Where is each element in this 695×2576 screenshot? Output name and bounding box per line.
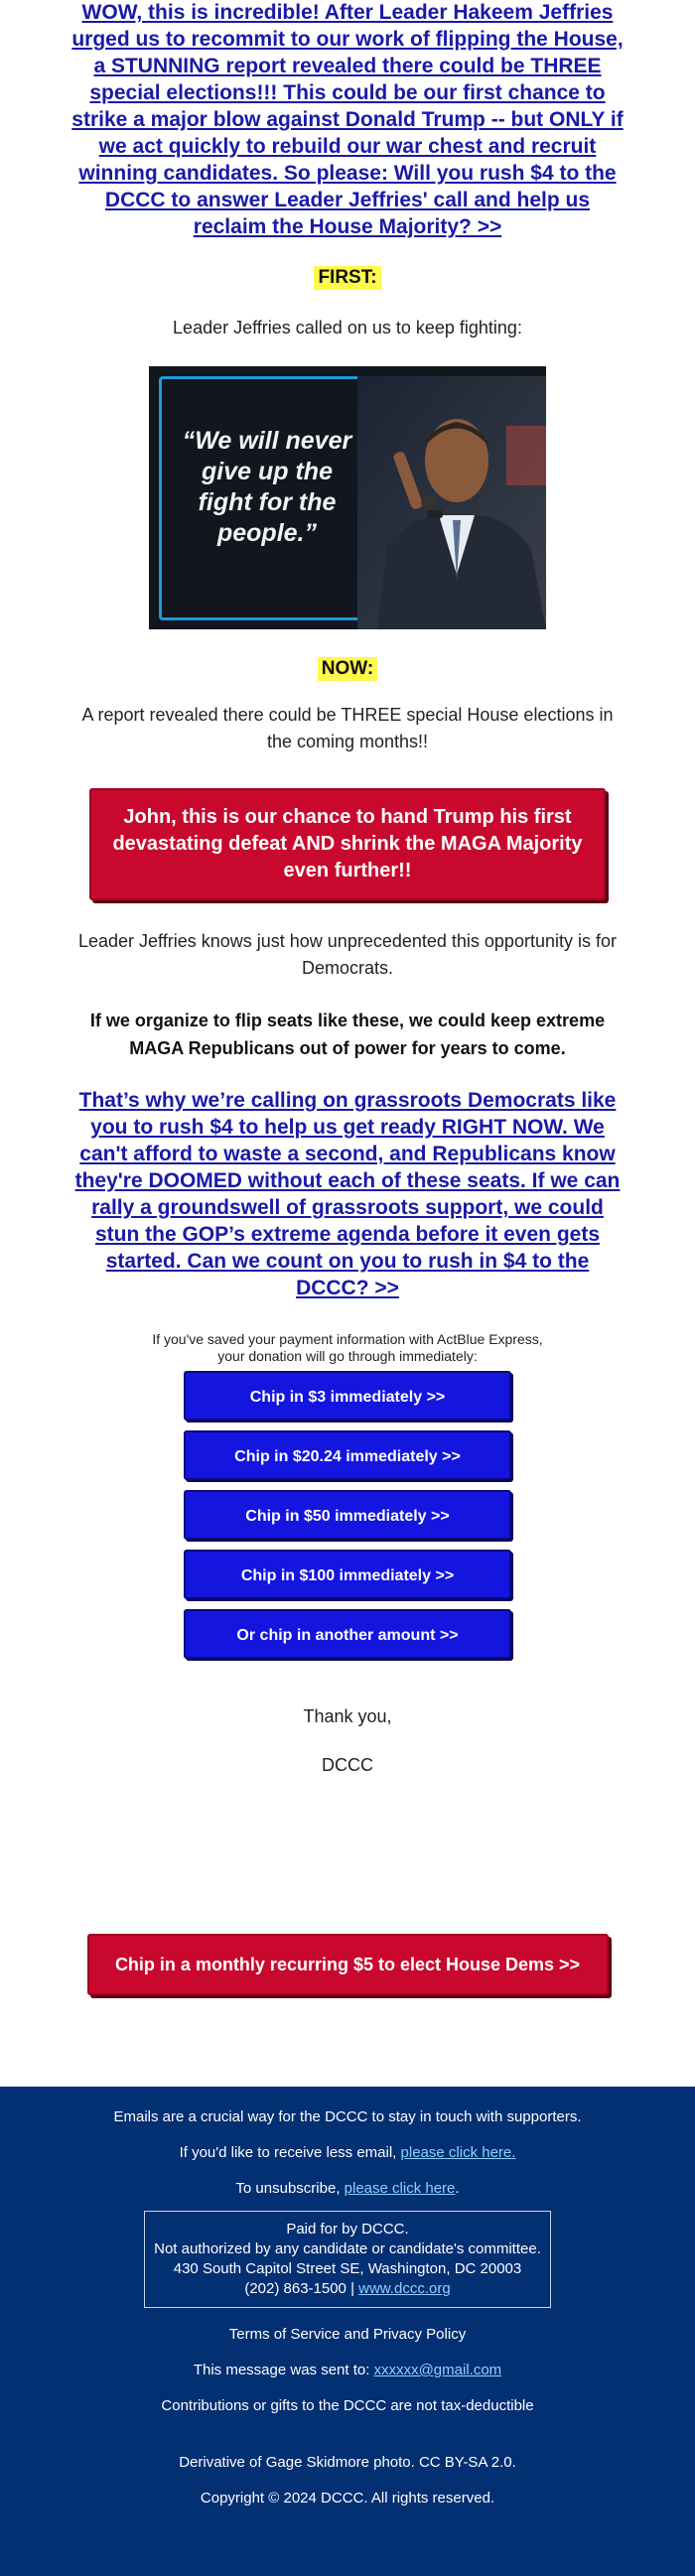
thank-you: Thank you, <box>303 1706 392 1726</box>
now-text: A report revealed there could be THREE special House elections in the coming months!! <box>81 705 614 751</box>
actblue-note-line-2: your donation will go through immediately: <box>217 1348 478 1364</box>
donate-button-group <box>0 1371 695 1659</box>
phone-number: (202) 863-1500 | <box>244 2280 354 2297</box>
donate-20-24-button[interactable]: Chip in $20.24 immediately >> <box>184 1430 511 1480</box>
jeffries-photo[interactable] <box>149 366 546 629</box>
actblue-note <box>0 1331 695 1365</box>
actblue-note-line-1: If you've saved your payment information with ActBlue Express, <box>152 1331 543 1347</box>
footer <box>0 2087 695 2576</box>
less-email-prefix: If you'd like to receive less email, <box>179 2144 397 2161</box>
footer-emails-text: Emails are a crucial way for the DCCC to stay in touch with supporters. <box>113 2108 582 2125</box>
now-label-wrap <box>0 657 695 681</box>
sent-to-prefix: This message was sent to: <box>193 2362 370 2378</box>
unsubscribe-line <box>0 2180 695 2197</box>
red-callout-link[interactable]: John, this is our chance to hand Trump his first devastating defeat AND shrink the MAGA Majority even further!! <box>89 788 606 900</box>
donate-50-button[interactable]: Chip in $50 immediately >> <box>184 1490 511 1540</box>
unsubscribe-prefix: To unsubscribe, <box>235 2180 341 2197</box>
website-link[interactable]: www.dccc.org <box>358 2280 451 2297</box>
first-label-wrap <box>0 266 695 290</box>
donate-100-button[interactable]: Chip in $100 immediately >> <box>184 1550 511 1599</box>
now-label: NOW: <box>318 657 377 681</box>
tax-notice: Contributions or gifts to the DCCC are not tax-deductible <box>161 2397 534 2414</box>
photo-credit: Derivative of Gage Skidmore photo. CC BY-SA 2.0. <box>179 2454 516 2471</box>
copyright: Copyright © 2024 DCCC. All rights reserved. <box>200 2490 495 2507</box>
speaker-figure-illustration <box>357 376 546 629</box>
unsubscribe-suffix: . <box>455 2180 460 2197</box>
intro-donate-link[interactable]: WOW, this is incredible! After Leader Hakeem Jeffries urged us to recommit to our work of flipping the House, a STUNNING report revealed there could be THREE special elections!!! This could be our first chance to strike a major blow against Donald Trump -- but ONLY if we act quickly to rebuild our war chest and recruit winning candidates. So please: Will you rush $4 to the DCCC to answer Leader Jeffries' call and help us reclaim the House Majority? >> <box>71 1 624 238</box>
contact-line <box>151 2279 544 2299</box>
terms-link[interactable]: Terms of Service and Privacy Policy <box>228 2326 467 2343</box>
second-donate-link[interactable]: That’s why we’re calling on grassroots Democrats like you to rush $4 to help us get ready RIGHT NOW. We can't afford to waste a second, and Republicans know they're DOOMED without each of these seats. If we can rally a groundswell of grassroots support, we could stun the GOP’s extreme agenda before it even gets started. Can we count on you to rush in $4 to the DCCC? >> <box>74 1089 621 1299</box>
paid-for-box <box>144 2211 551 2308</box>
photo-quote: “We will never give up the fight for the people.” <box>182 427 352 547</box>
unsubscribe-link[interactable]: please click here <box>344 2180 456 2197</box>
first-text: Leader Jeffries called on us to keep fighting: <box>173 318 522 338</box>
first-label: FIRST: <box>314 266 380 290</box>
signature: DCCC <box>322 1755 373 1775</box>
monthly-donate-button[interactable]: Chip in a monthly recurring $5 to elect House Dems >> <box>87 1934 609 1995</box>
less-email-line <box>0 2144 695 2161</box>
paid-line-3: 430 South Capitol Street SE, Washington, DC 20003 <box>173 2260 522 2277</box>
less-email-link[interactable]: please click here. <box>400 2144 516 2161</box>
paid-line-1: Paid for by DCCC. <box>286 2221 409 2237</box>
paid-line-2: Not authorized by any candidate or candidate's committee. <box>154 2240 541 2257</box>
flip-seats-text: If we organize to flip seats like these, we could keep extreme MAGA Republicans out of power for years to come. <box>89 1011 606 1058</box>
unprecedented-text: Leader Jeffries knows just how unprecedented this opportunity is for Democrats. <box>78 931 617 978</box>
donate-3-button[interactable]: Chip in $3 immediately >> <box>184 1371 511 1421</box>
sent-to-email[interactable]: xxxxxx@gmail.com <box>373 2362 502 2378</box>
donate-other-button[interactable]: Or chip in another amount >> <box>184 1609 511 1659</box>
sent-to-line <box>0 2362 695 2378</box>
